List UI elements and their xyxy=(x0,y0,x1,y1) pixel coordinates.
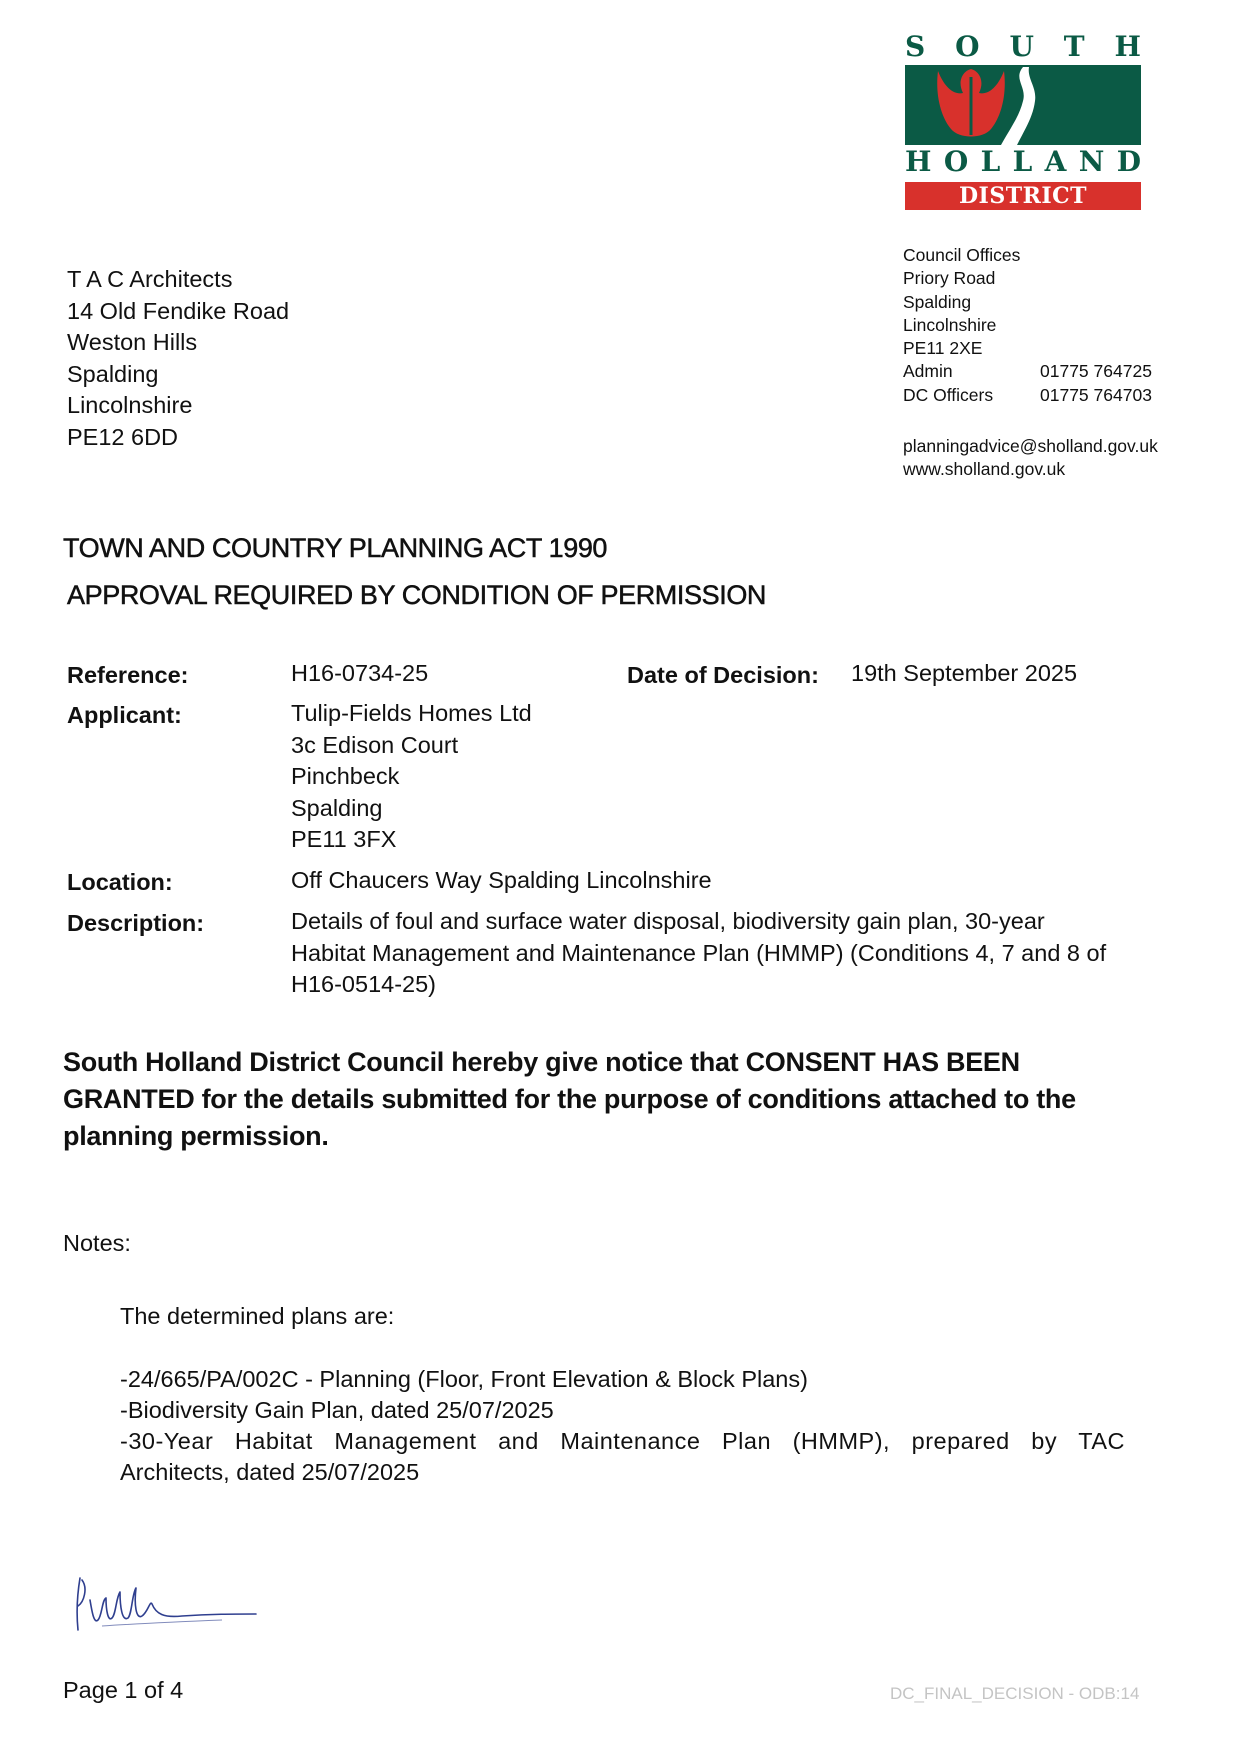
applicant-line: Spalding xyxy=(291,794,383,821)
location-value: Off Chaucers Way Spalding Lincolnshire xyxy=(291,867,712,893)
plan-item: -30-Year Habitat Management and Maintenance Plan (HMMP), prepared by TAC xyxy=(120,1428,1125,1454)
recipient-address xyxy=(67,264,289,453)
council-address-line: Priory Road xyxy=(903,268,996,289)
location-label: Location: xyxy=(67,869,173,895)
plans-intro: The determined plans are: xyxy=(120,1303,395,1329)
approval-title: APPROVAL REQUIRED BY CONDITION OF PERMISSION xyxy=(67,580,767,610)
logo-letter: S xyxy=(905,30,926,63)
logo-banner: DISTRICT COUNCIL xyxy=(905,182,1141,210)
plan-item: -24/665/PA/002C - Planning (Floor, Front Elevation & Block Plans) xyxy=(120,1366,808,1392)
council-address-line: PE11 2XE xyxy=(903,338,983,359)
logo-letter: H xyxy=(905,145,932,178)
logo-letter: L xyxy=(980,145,1001,178)
council-logo xyxy=(905,30,1141,237)
logo-letter: N xyxy=(1078,145,1105,178)
address-line: 14 Old Fendike Road xyxy=(67,297,290,324)
applicant-line: 3c Edison Court xyxy=(291,731,459,758)
phone-row-dc-officers xyxy=(903,384,1158,407)
notice-line: GRANTED for the details submitted for the purpose of conditions attached to the xyxy=(63,1084,1076,1114)
logo-letter: T xyxy=(1063,30,1085,63)
applicant-line: PE11 3FX xyxy=(291,826,397,852)
phone-label: Admin xyxy=(903,361,953,382)
council-website: www.sholland.gov.uk xyxy=(903,459,1066,480)
description-line: Details of foul and surface water disposal, biodiversity gain plan, 30-year xyxy=(291,908,1045,934)
notes-label: Notes: xyxy=(63,1230,131,1256)
logo-letter: L xyxy=(1012,145,1033,178)
plan-item: -Biodiversity Gain Plan, dated 25/07/2025 xyxy=(120,1397,554,1423)
tulip-emblem xyxy=(905,65,1141,145)
logo-letter: H xyxy=(1114,30,1141,63)
notice-line: South Holland District Council hereby give notice that CONSENT HAS BEEN xyxy=(63,1047,1020,1077)
description-label: Description: xyxy=(67,910,205,936)
council-address-line: Council Offices xyxy=(903,245,1021,265)
logo-letter: U xyxy=(1009,30,1034,63)
phone-number: 01775 764725 xyxy=(1040,361,1152,382)
council-email: planningadvice@sholland.gov.uk xyxy=(903,436,1158,457)
description-line: Habitat Management and Maintenance Plan (HMMP) (Conditions 4, 7 and 8 of xyxy=(291,939,1107,966)
tulip-icon xyxy=(905,65,1141,145)
logo-letter: D xyxy=(1116,145,1141,178)
document-code: DC_FINAL_DECISION - ODB:14 xyxy=(890,1684,1140,1703)
description-line: H16-0514-25) xyxy=(291,971,437,997)
logo-letter: O xyxy=(955,30,980,63)
applicant-address xyxy=(291,698,532,856)
decision-date-label: Date of Decision: xyxy=(627,662,819,688)
address-line: PE12 6DD xyxy=(67,423,179,450)
address-line: Lincolnshire xyxy=(67,392,193,418)
page-number: Page 1 of 4 xyxy=(63,1677,184,1703)
notice-line: planning permission. xyxy=(63,1121,329,1151)
address-line: Weston Hills xyxy=(67,329,198,355)
plan-item: Architects, dated 25/07/2025 xyxy=(120,1459,420,1485)
officer-signature xyxy=(72,1570,262,1640)
phone-label: DC Officers xyxy=(903,384,994,405)
logo-bottom-word xyxy=(905,145,1141,178)
applicant-line: Pinchbeck xyxy=(291,763,400,789)
decision-date-value: 19th September 2025 xyxy=(851,660,1078,686)
reference-label: Reference: xyxy=(67,662,189,688)
act-title: TOWN AND COUNTRY PLANNING ACT 1990 xyxy=(63,533,608,563)
phone-number: 01775 764703 xyxy=(1040,384,1152,405)
logo-top-word xyxy=(905,30,1141,63)
consent-notice xyxy=(63,1044,1173,1155)
applicant-line: Tulip-Fields Homes Ltd xyxy=(291,700,532,726)
phone-row-admin xyxy=(903,360,1158,383)
council-address-line: Lincolnshire xyxy=(903,314,997,335)
reference-value: H16-0734-25 xyxy=(291,660,429,686)
description-value xyxy=(291,906,1106,1001)
council-contact-block xyxy=(903,244,1158,482)
address-line: Spalding xyxy=(67,360,159,387)
applicant-label: Applicant: xyxy=(67,702,182,728)
address-line: T A C Architects xyxy=(67,266,233,292)
determined-plans-list xyxy=(120,1364,1125,1488)
council-address-line: Spalding xyxy=(903,291,972,312)
logo-letter: O xyxy=(943,145,969,178)
logo-letter: A xyxy=(1044,145,1067,178)
